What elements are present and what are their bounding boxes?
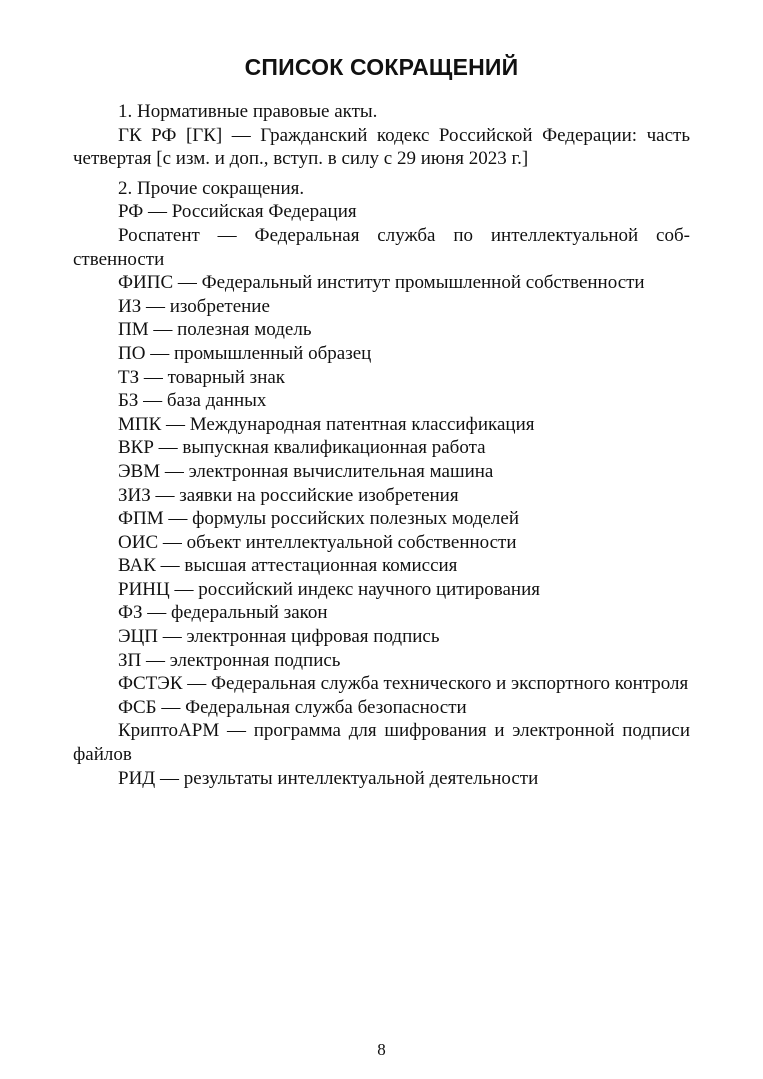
abbreviation-fsb: ФСБ — Федеральная служба безопасности (118, 696, 467, 718)
page-title: СПИСОК СОКРАЩЕНИЙ (244, 54, 519, 80)
abbreviation-iz: ИЗ — изобретение (118, 295, 270, 317)
section-heading-other: 2. Прочие сокращения. (118, 177, 305, 199)
abbreviation-fstek: ФСТЭК — Федеральная служба технического и экспортного контроля (118, 673, 689, 695)
abbreviation-fpm: ФПМ — формулы российских полезных моделей (118, 508, 520, 530)
abbreviation-vak: ВАК — высшая аттестационная комиссия (118, 555, 458, 577)
abbreviation-po: ПО — промышленный образец (118, 342, 372, 364)
section-heading-normative: 1. Нормативные правовые акты. (118, 101, 378, 122)
abbreviation-evm: ЭВМ — электронная вычислительная машина (118, 460, 494, 482)
abbreviation-ois: ОИС — объект интеллектуальной собственности (118, 531, 517, 553)
abbreviation-fz: ФЗ — федеральный закон (118, 602, 328, 624)
abbreviations-list (73, 100, 690, 790)
abbreviation-ecp: ЭЦП — электронная цифровая подпись (118, 626, 440, 648)
abbreviation-fips: ФИПС — Федеральный институт промышленной собственности (118, 272, 645, 294)
abbreviation-tz: ТЗ — товарный знак (118, 366, 286, 388)
abbreviation-bz: БЗ — база данных (118, 390, 267, 412)
abbreviation-rospatent: Роспатент — Федеральная служба по интеллектуальной собственности (73, 224, 690, 270)
abbreviation-ziz: ЗИЗ — заявки на российские изобретения (118, 484, 459, 506)
abbreviation-rf: РФ — Российская Федерация (118, 201, 357, 223)
page-number: 8 (377, 1040, 386, 1059)
abbreviation-rinc: РИНЦ — российский индекс научного цитирования (118, 578, 540, 600)
abbreviation-zp: ЗП — электронная подпись (118, 649, 341, 671)
abbreviation-mpk: МПК — Международная патентная классификация (118, 413, 535, 435)
abbreviation-rid: РИД — результаты интеллектуальной деятельности (118, 767, 539, 789)
abbreviation-gk-rf: ГК РФ [ГК] — Гражданский кодекс Российской Федерации: часть четвертая [с изм. и доп., вступ. в силу с 29 июня 2023 г.] (73, 124, 690, 170)
abbreviation-kriptoarm: КриптоАРМ — программа для шифрования и электронной подписи файлов (73, 720, 690, 766)
abbreviation-pm: ПМ — полезная модель (118, 319, 312, 341)
abbreviation-vkr: ВКР — выпускная квалификационная работа (118, 437, 486, 459)
